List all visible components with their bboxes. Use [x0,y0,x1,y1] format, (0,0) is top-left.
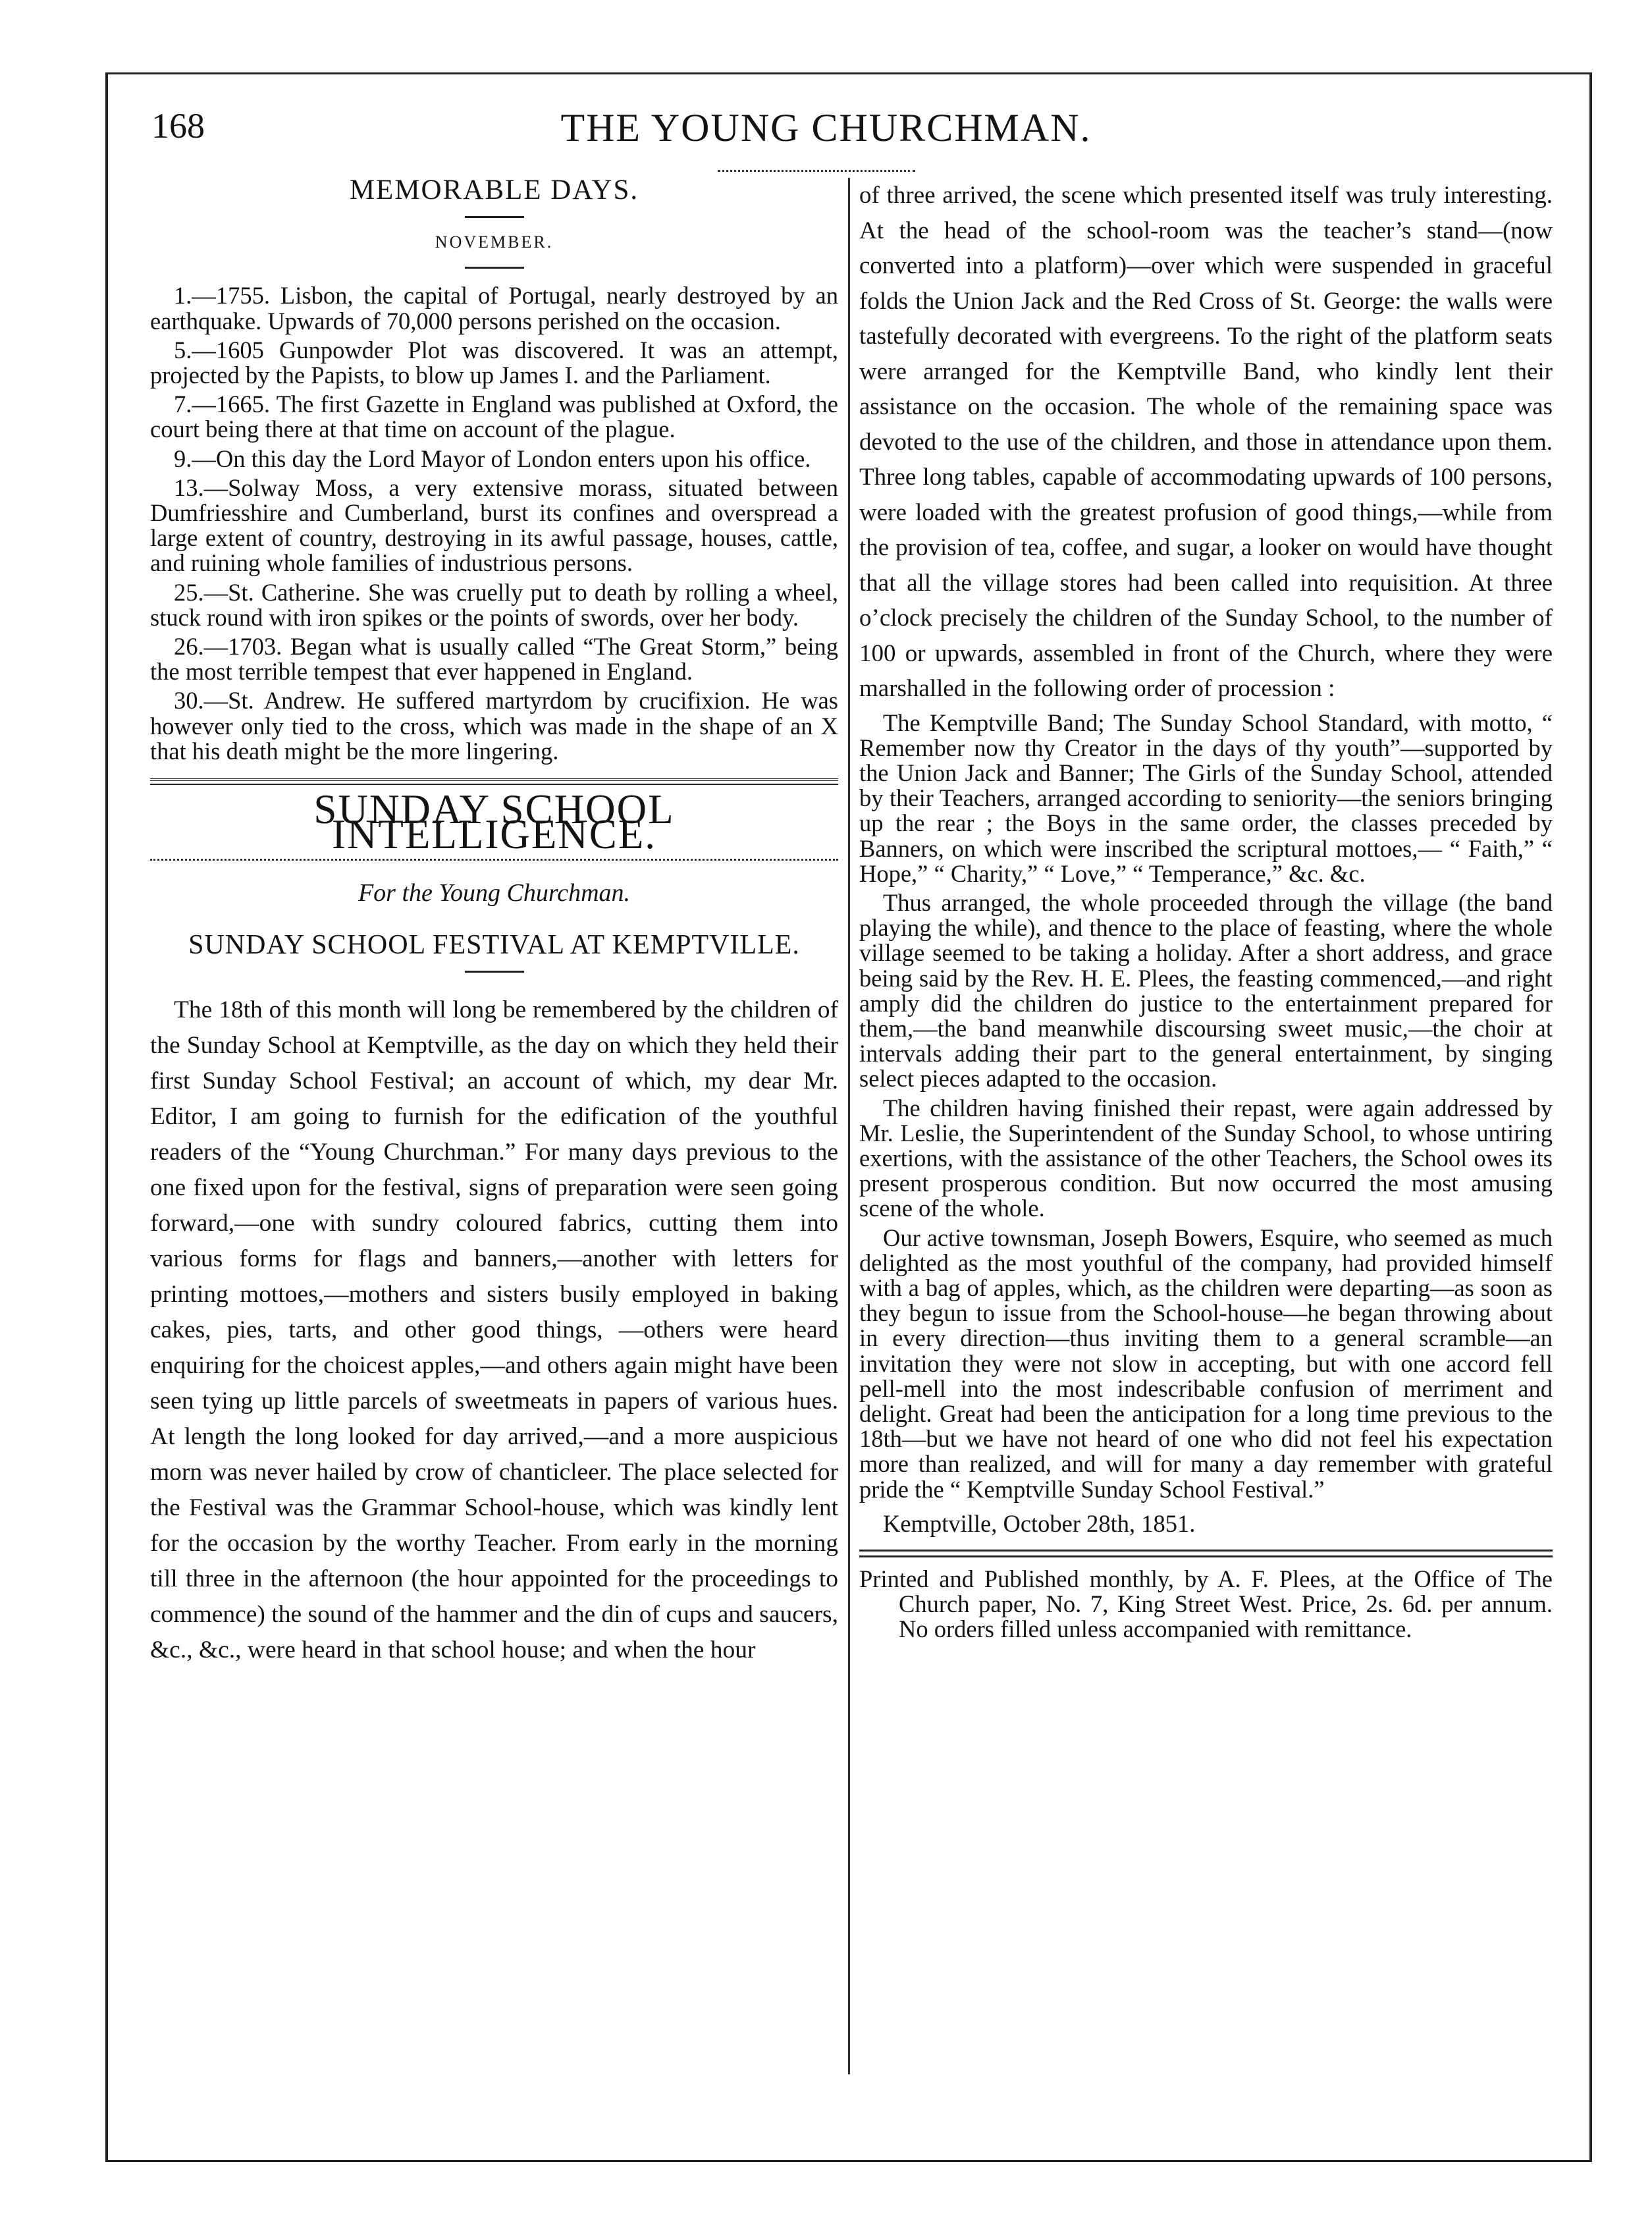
right-column [859,178,1553,1642]
dateline: Kemptville, October 28th, 1851. [883,1509,1196,1537]
section-rule [150,778,838,785]
procession-paragraph: The Kemptville Band; The Sunday School Standard, with motto, “ Remember now thy Creator in the days of thy youth”—supported by the Union Jack and Banner; The Girls of the Sunday School, attended by their Teachers, arranged according to seniority—the seniors bringing up the rear ; the Boys in the same order, the classes preceded by Banners, on which were inscribed the scriptural mottoes,— “ Faith,” “ Hope,” “ Charity,” “ Love,” “ Temperance,” &c. &c. [859,709,1553,887]
article-body-left: The 18th of this month will long be remembered by the children of the Sunday School at Kemptville, as the day on which they held their first Sunday School Festival; an account of which, my dear Mr. Editor, I am going to furnish for the edification of the youthful readers of the “Young Churchman.” For many days previous to the one fixed upon for the festival, signs of preparation were seen going forward,—one with sundry coloured fabrics, cutting them into various forms for flags and banners,—another with letters for printing mottoes,—mothers and sisters busily employed in baking cakes, pies, tarts, and other good things, —others were heard enquiring for the choicest apples,—and others again might have been seen tying up little parcels of sweetmeats in papers of various hues. At length the long looked for day arrived,—and a more auspicious morn was never hailed by crow of chanticleer. The place selected for the Festival was the Grammar School-house, which was kindly lent for the occasion by the worthy Teacher. From early in the morning till three in the afternoon (the hour appointed for the proceedings to commence) the sound of the hammer and the din of cups and saucers, &c., &c., were heard in that school house; and when the hour [150,996,838,1663]
article-paragraph: Thus arranged, the whole proceeded through the village (the band playing the while), and thence to the place of feasting, where the whole village seemed to be taking a holiday. After a short address, and grace being said by the Rev. H. E. Plees, the feasting commenced,—and right amply did the children do justice to the entertainment prepared for them,—the band meanwhile discoursing sweet music,—the choir at intervals adding their part to the general entertainment, by singing select pieces adapted to the occasion. [859,888,1553,1093]
memorable-entry: 26.—1703. Began what is usually called “The Great Storm,” being the most terrible tempest that ever happened in England. [150,633,838,686]
article-body-right: of three arrived, the scene which presented itself was truly interesting. At the head of the school-room was the teacher’s stand—(now converted into a platform)—over which were suspended in graceful folds the Union Jack and the Red Cross of St. George: the walls were tastefully decorated with evergreens. To the right of the platform seats were arranged for the Kemptville Band, who kindly lent their assistance on the occasion. The whole of the remaining space was devoted to the use of the children, and those in attendance upon them. Three long tables, capable of accommodating upwards of 100 persons, were loaded with the greatest profusion of good things,—while from the provision of tea, coffee, and sugar, a looker on would have thought that all the village stores had been called into requisition. At three o’clock precisely the children of the Sunday School, to the number of 100 or upwards, assembled in front of the Church, where they were marshalled in the following order of procession : [859,182,1553,702]
imprint-rule [859,1550,1553,1557]
memorable-entry: 9.—On this day the Lord Mayor of London enters upon his office. [174,445,811,472]
article-paragraph: Our active townsman, Joseph Bowers, Esquire, who seemed as much delighted as the most youthful of the company, had provided himself with a bag of apples, which, as the children were departing—as soon as they begun to issue from the School-house—he began throwing about in every direction—thus inviting them to a general scramble—an invitation they were not slow in accepting, but with one accord fell pell-mell into the most indescribable confusion of merriment and delight. Great had been the anticipation for a long time previous to the 18th—but we have not heard of one who did not feel his expectation more than realized, and will for many a day remember with grateful pride the “ Kemptville Sunday School Festival.” [859,1224,1553,1503]
memorable-entry: 25.—St. Catherine. She was cruelly put to death by rolling a wheel, stuck round with iron spikes or the points of swords, over her body. [150,578,838,631]
byline: For the Young Churchman. [358,879,631,907]
divider [465,971,524,973]
page-number: 168 [151,106,205,146]
memorable-entry: 5.—1605 Gunpowder Plot was discovered. It was an attempt, projected by the Papists, to blow up James I. and the Parliament. [150,336,838,389]
divider [465,267,524,269]
memorable-entry: 1.—1755. Lisbon, the capital of Portugal, nearly destroyed by an earthquake. Upwards of 70,000 persons perished on the occasion. [150,282,838,335]
memorable-entry: 30.—St. Andrew. He suffered martyrdom by crucifixion. He was however only tied to the cross, which was made in the shape of an X that his death might be the more lingering. [150,687,838,765]
column-divider [848,178,850,2074]
left-column [150,175,838,1668]
masthead-ornament [718,163,915,172]
article-paragraph: The children having finished their repast, were again addressed by Mr. Leslie, the Superintendent of the Sunday School, to whose untiring exertions, with the assistance of the other Teachers, the School owes its present prosperous condition. But now occurred the most amusing scene of the whole. [859,1094,1553,1222]
sunday-school-intelligence-title: SUNDAY SCHOOL INTELLIGENCE. [313,786,675,858]
masthead-title: THE YOUNG CHURCHMAN. [560,106,1092,149]
memorable-days-title: MEMORABLE DAYS. [349,175,639,205]
imprint: Printed and Published monthly, by A. F. Plees, at the Office of The Church paper, No. 7, King Street West. Price, 2s. 6d. per annum. No orders filled unless accompanied with remittance. [859,1565,1553,1643]
bottom-border [105,2160,1592,2162]
memorable-entry: 13.—Solway Moss, a very extensive morass, situated between Dumfriesshire and Cumberland, burst its confines and overspread a large extent of country, destroying in its awful passage, houses, cattle, and ruining whole families of industrious persons. [150,473,838,577]
month-label: NOVEMBER. [435,232,554,252]
memorable-entry: 7.—1665. The first Gazette in England was published at Oxford, the court being there at that time on account of the plague. [150,391,838,443]
divider [465,216,524,218]
festival-title: SUNDAY SCHOOL FESTIVAL AT KEMPTVILLE. [188,929,800,960]
